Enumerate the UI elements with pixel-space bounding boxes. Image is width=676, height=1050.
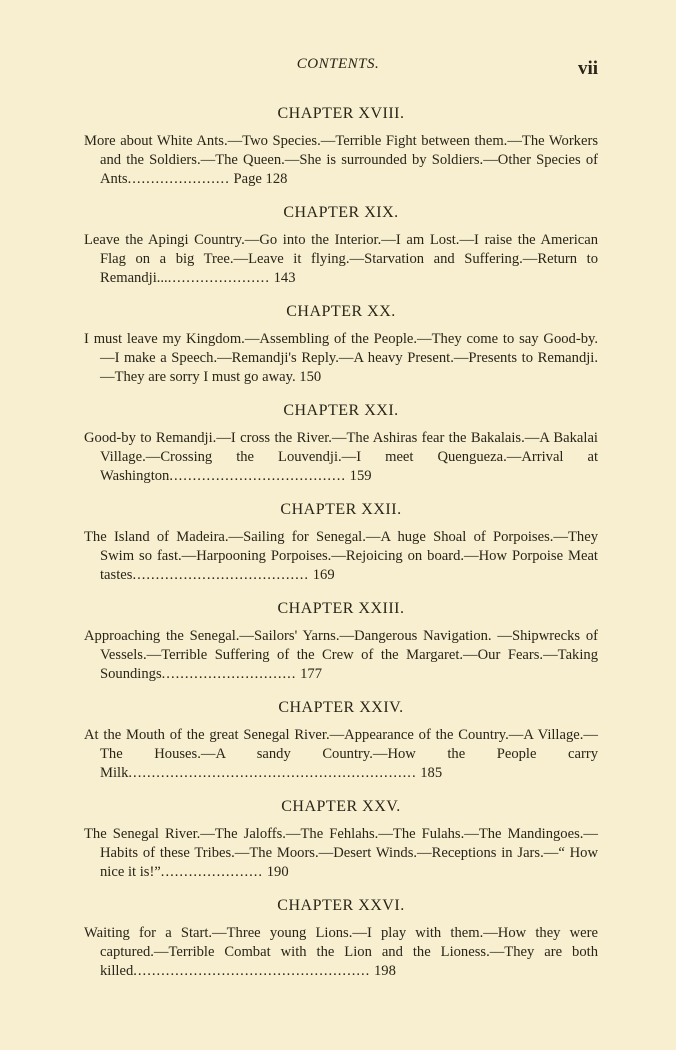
chapter-heading: CHAPTER XXV. xyxy=(281,798,401,815)
chapter-entry xyxy=(84,302,598,387)
chapter-entry xyxy=(84,203,598,288)
chapter-entry xyxy=(84,698,598,783)
chapter-entry xyxy=(84,401,598,486)
page-reference: 169 xyxy=(312,567,335,583)
chapter-summary xyxy=(84,726,598,783)
chapter-summary xyxy=(84,330,598,387)
dot-leader: ...................... xyxy=(127,171,230,187)
summary-text: Good-by to Remandji.—I cross the River.—The Ashiras fear the Bakalais.—A Bakalai Village.—Crossing the Louvendji.—I meet Quengueza.—Arrival at Washington xyxy=(84,430,598,484)
chapter-heading: CHAPTER XVIII. xyxy=(277,105,405,122)
summary-text: Approaching the Senegal.—Sailors' Yarns.—Dangerous Navigation. —Shipwrecks of Vessels.—Terrible Suffering of the Crew of the Margaret.—Our Fears.—Taking Soundings xyxy=(84,628,598,682)
chapter-heading: CHAPTER XXIV. xyxy=(278,699,404,716)
dot-leader: ............................. xyxy=(161,666,297,682)
summary-text: I must leave my Kingdom.—Assembling of the People.—They come to say Good-by.—I make a Speech.—Remandji's Reply.—A heavy Present.—Presents to Remandji.—They are sorry I must go away. xyxy=(84,331,598,385)
chapter-summary xyxy=(84,825,598,882)
page-reference: Page 128 xyxy=(233,171,288,187)
dot-leader: ...................................... xyxy=(169,468,346,484)
dot-leader: ...................................... xyxy=(132,567,310,583)
table-of-contents xyxy=(84,104,598,995)
chapter-summary xyxy=(84,132,598,189)
summary-text: The Island of Madeira.—Sailing for Senegal.—A huge Shoal of Porpoises.—They Swim so fast.—Harpooning Porpoises.—Rejoicing on board.—How Porpoise Meat tastes xyxy=(84,529,598,583)
chapter-summary xyxy=(84,528,598,585)
page-reference: 190 xyxy=(266,864,289,880)
chapter-heading: CHAPTER XXVI. xyxy=(277,897,405,914)
summary-text: The Senegal River.—The Jaloffs.—The Fehlahs.—The Fulahs.—The Mandingoes.—Habits of these Tribes.—The Moors.—Desert Winds.—Receptions in Jars.—“ How nice it is!” xyxy=(84,826,598,880)
chapter-summary xyxy=(84,231,598,288)
chapter-entry xyxy=(84,104,598,189)
chapter-entry xyxy=(84,599,598,684)
chapter-heading: CHAPTER XXIII. xyxy=(277,600,405,617)
summary-text: Waiting for a Start.—Three young Lions.—I play with them.—How they were captured.—Terrible Combat with the Lion and the Lioness.—They are both killed xyxy=(84,925,598,979)
page-number: vii xyxy=(577,58,598,79)
dot-leader: ...................... xyxy=(160,864,264,880)
chapter-entry xyxy=(84,500,598,585)
running-head xyxy=(0,56,676,80)
dot-leader: .............................................................. xyxy=(128,765,417,781)
summary-text: More about White Ants.—Two Species.—Terrible Fight between them.—The Workers and the Soldiers.—The Queen.—She is surrounded by Soldiers.—Other Species of Ants xyxy=(84,133,598,187)
summary-text: At the Mouth of the great Senegal River.—Appearance of the Country.—A Village.—The Houses.—A sandy Country.—How the People carry Milk xyxy=(84,727,598,781)
page-reference: 198 xyxy=(373,963,396,979)
page-reference: 150 xyxy=(299,369,322,385)
summary-text: Leave the Apingi Country.—Go into the Interior.—I am Lost.—I raise the American Flag on a big Tree.—Leave it flying.—Starvation and Suffering.—Return to Remandji... xyxy=(84,232,598,286)
chapter-summary xyxy=(84,924,598,981)
page-reference: 177 xyxy=(300,666,322,682)
chapter-entry xyxy=(84,896,598,981)
chapter-heading: CHAPTER XIX. xyxy=(283,204,399,221)
dot-leader: ................................................... xyxy=(133,963,371,979)
chapter-heading: CHAPTER XX. xyxy=(286,303,396,320)
chapter-summary xyxy=(84,627,598,684)
chapter-heading: CHAPTER XXII. xyxy=(280,501,402,518)
page-reference: 159 xyxy=(349,468,372,484)
chapter-summary xyxy=(84,429,598,486)
dot-leader: ...................... xyxy=(167,270,270,286)
chapter-entry xyxy=(84,797,598,882)
chapter-heading: CHAPTER XXI. xyxy=(283,402,399,419)
page-reference: 143 xyxy=(273,270,296,286)
page-reference: 185 xyxy=(420,765,443,781)
running-title: CONTENTS. xyxy=(296,56,380,72)
